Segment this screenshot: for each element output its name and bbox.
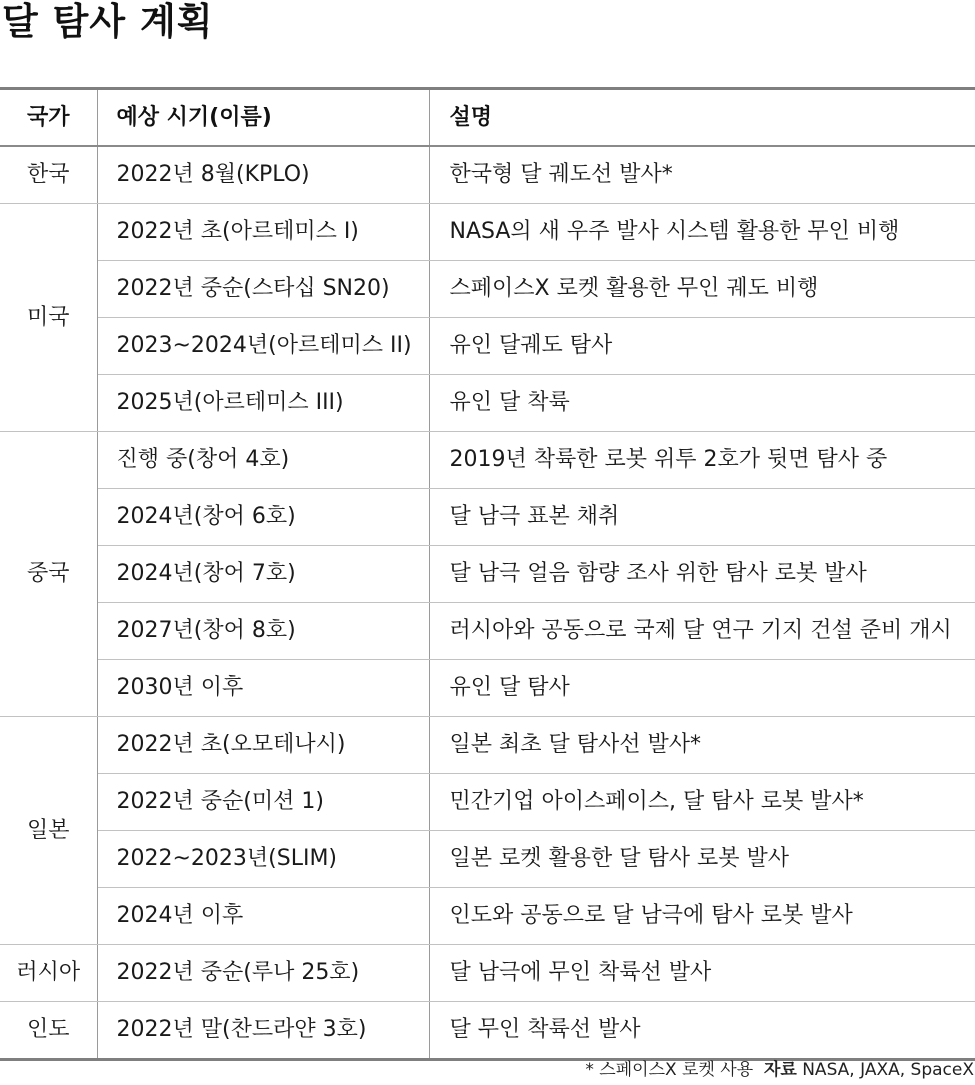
description-cell: 유인 달 탐사 xyxy=(429,660,975,717)
table-row xyxy=(0,774,975,831)
period-cell: 2030년 이후 xyxy=(97,660,429,717)
description-cell: 민간기업 아이스페이스, 달 탐사 로봇 발사* xyxy=(429,774,975,831)
lunar-plan-table xyxy=(0,87,975,1061)
description-cell: NASA의 새 우주 발사 시스템 활용한 무인 비행 xyxy=(429,204,975,261)
table-row xyxy=(0,888,975,945)
description-cell: 러시아와 공동으로 국제 달 연구 기지 건설 준비 개시 xyxy=(429,603,975,660)
table-row xyxy=(0,261,975,318)
table-row xyxy=(0,204,975,261)
table-row xyxy=(0,489,975,546)
table-row xyxy=(0,432,975,489)
period-cell: 2023~2024년(아르테미스 II) xyxy=(97,318,429,375)
table-row xyxy=(0,375,975,432)
table-header-row xyxy=(0,89,975,147)
period-cell: 2027년(창어 8호) xyxy=(97,603,429,660)
period-cell: 2022년 중순(미션 1) xyxy=(97,774,429,831)
table-row xyxy=(0,146,975,204)
period-cell: 2025년(아르테미스 III) xyxy=(97,375,429,432)
period-cell: 2022년 중순(루나 25호) xyxy=(97,945,429,1002)
period-cell: 2022년 중순(스타십 SN20) xyxy=(97,261,429,318)
description-cell: 일본 최초 달 탐사선 발사* xyxy=(429,717,975,774)
description-cell: 달 남극에 무인 착륙선 발사 xyxy=(429,945,975,1002)
source-label: 자료 xyxy=(763,1060,797,1080)
country-cell: 일본 xyxy=(0,717,97,945)
period-cell: 2022년 초(아르테미스 I) xyxy=(97,204,429,261)
description-cell: 유인 달궤도 탐사 xyxy=(429,318,975,375)
description-cell: 달 남극 얼음 함량 조사 위한 탐사 로봇 발사 xyxy=(429,546,975,603)
table-row xyxy=(0,1002,975,1060)
table-row xyxy=(0,603,975,660)
description-cell: 유인 달 착륙 xyxy=(429,375,975,432)
period-cell: 2024년(창어 6호) xyxy=(97,489,429,546)
country-cell: 한국 xyxy=(0,146,97,204)
header-country: 국가 xyxy=(0,89,97,147)
period-cell: 진행 중(창어 4호) xyxy=(97,432,429,489)
country-cell: 중국 xyxy=(0,432,97,717)
country-cell: 인도 xyxy=(0,1002,97,1060)
period-cell: 2022년 8월(KPLO) xyxy=(97,146,429,204)
period-cell: 2022년 말(찬드라얀 3호) xyxy=(97,1002,429,1060)
header-description: 설명 xyxy=(429,89,975,147)
description-cell: 달 남극 표본 채취 xyxy=(429,489,975,546)
source-text: NASA, JAXA, SpaceX xyxy=(802,1060,974,1080)
description-cell: 달 무인 착륙선 발사 xyxy=(429,1002,975,1060)
table-row xyxy=(0,717,975,774)
period-cell: 2024년(창어 7호) xyxy=(97,546,429,603)
description-cell: 스페이스X 로켓 활용한 무인 궤도 비행 xyxy=(429,261,975,318)
description-cell: 한국형 달 궤도선 발사* xyxy=(429,146,975,204)
period-cell: 2024년 이후 xyxy=(97,888,429,945)
description-cell: 일본 로켓 활용한 달 탐사 로봇 발사 xyxy=(429,831,975,888)
country-cell: 미국 xyxy=(0,204,97,432)
page-title: 달 탐사 계획 xyxy=(2,0,214,43)
description-cell: 2019년 착륙한 로봇 위투 2호가 뒷면 탐사 중 xyxy=(429,432,975,489)
period-cell: 2022년 초(오모테나시) xyxy=(97,717,429,774)
table-row xyxy=(0,945,975,1002)
period-cell: 2022~2023년(SLIM) xyxy=(97,831,429,888)
country-cell: 러시아 xyxy=(0,945,97,1002)
table-row xyxy=(0,546,975,603)
footnote xyxy=(585,1060,974,1080)
table-row xyxy=(0,318,975,375)
table-row xyxy=(0,831,975,888)
table-body xyxy=(0,146,975,1060)
header-period: 예상 시기(이름) xyxy=(97,89,429,147)
footnote-note: * 스페이스X 로켓 사용 xyxy=(585,1060,754,1080)
description-cell: 인도와 공동으로 달 남극에 탐사 로봇 발사 xyxy=(429,888,975,945)
table-row xyxy=(0,660,975,717)
